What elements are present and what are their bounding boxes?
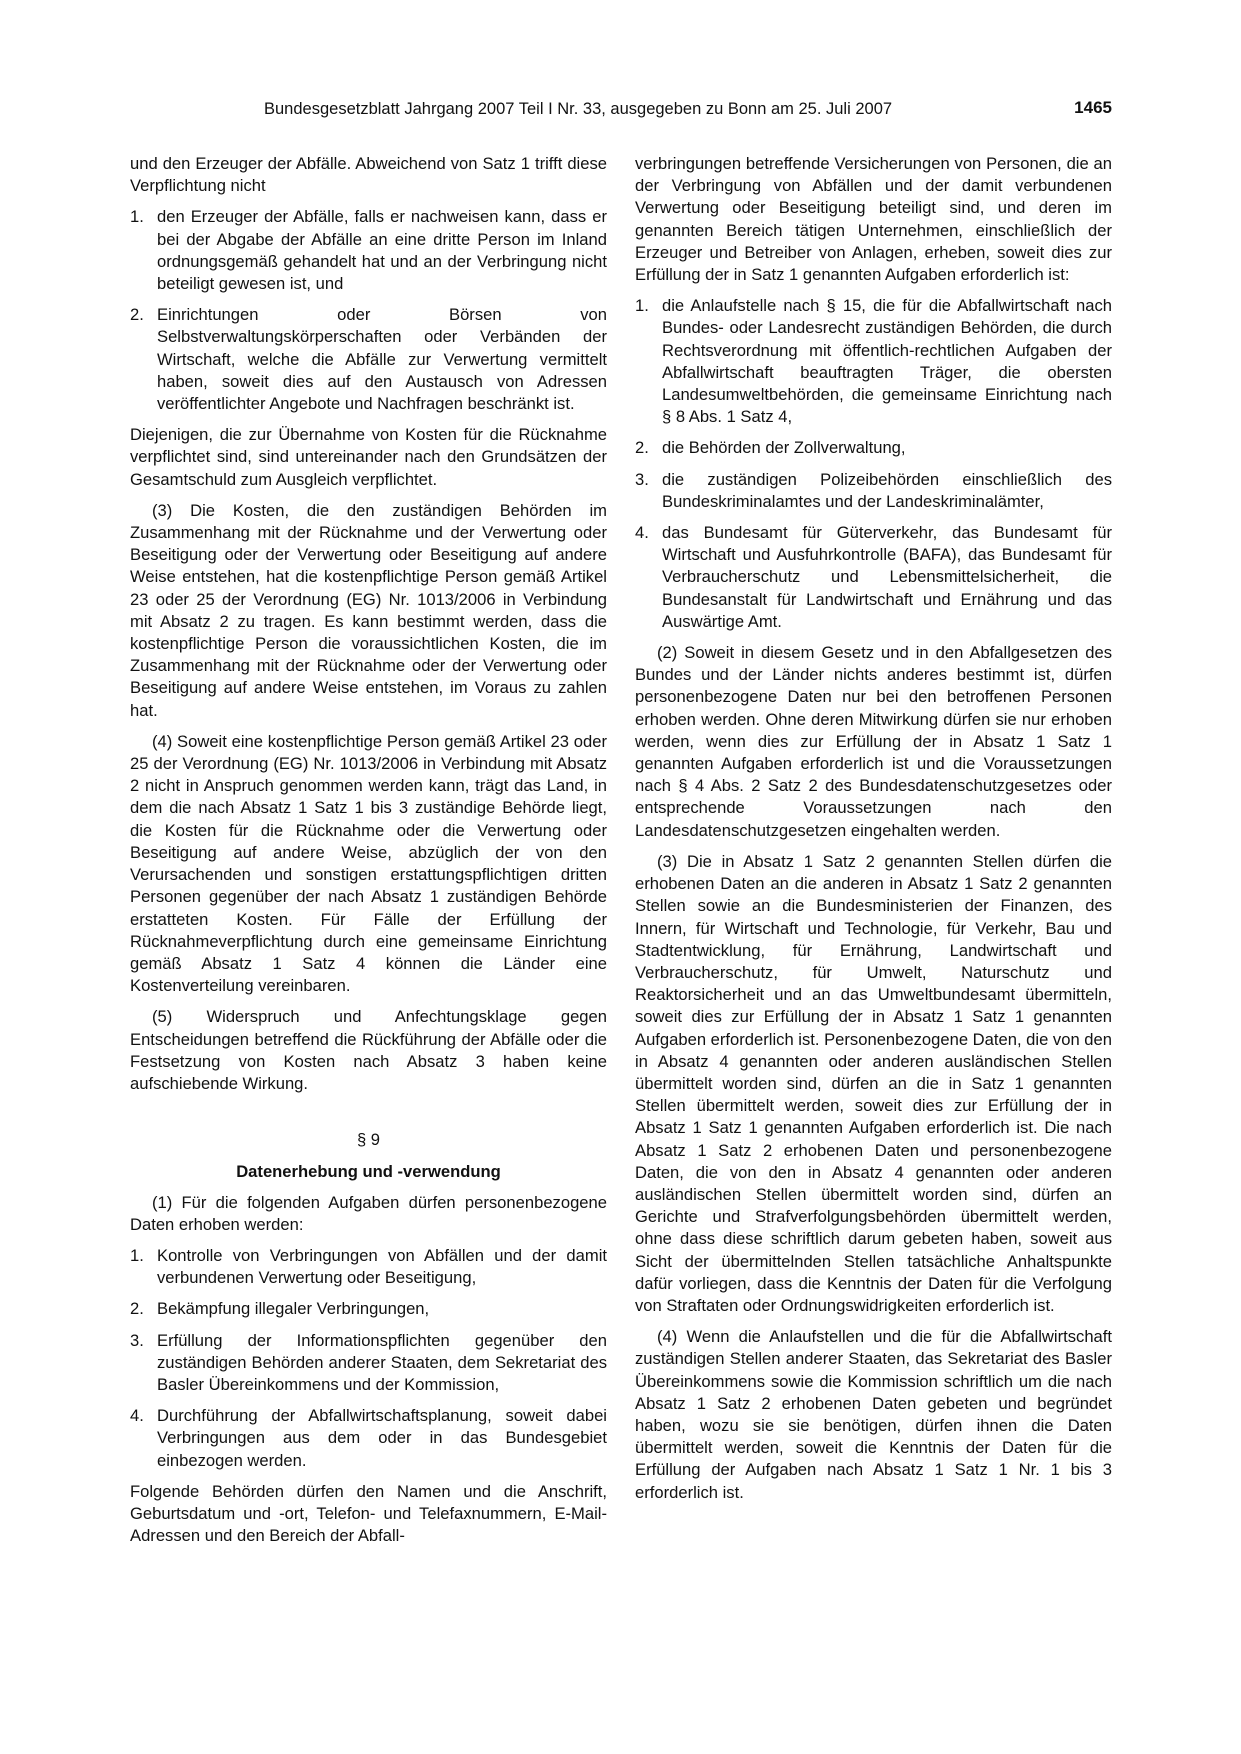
list-item <box>635 437 1112 459</box>
list-number: 2. <box>130 305 144 325</box>
page-header <box>130 100 1112 124</box>
list-number: 4. <box>635 523 649 543</box>
list-number: 2. <box>635 438 649 458</box>
list-text: das Bundesamt für Güterverkehr, das Bundesamt für Wirtschaft und Ausfuhrkontrolle (BAFA), das Bundesamt für Verbraucherschutz und Lebensmittelsicherheit, die Bundesanstalt für Landwirtschaft und Ernährung und das Auswärtige Amt. <box>662 523 1112 631</box>
list-text: Kontrolle von Verbringungen von Abfällen und der damit verbundenen Verwertung oder Beseitigung, <box>157 1245 607 1288</box>
paragraph: (3) Die in Absatz 1 Satz 2 genannten Stellen dürfen die erhobenen Daten an die anderen in Absatz 1 Satz 2 genannten Stellen sowie an die Bundesministerien der Finanzen, des Innern, für Wirtschaft und Technologie, für Verkehr, Bau und Stadtentwicklung, für Ernährung, Landwirtschaft und Verbraucherschutz, für Umwelt, Naturschutz und Reaktorsicherheit und an das Umweltbundesamt übermitteln, soweit dies zur Erfüllung der in Absatz 1 Satz 1 genannten Aufgaben erforderlich ist. Personenbezogene Daten, die von den in Absatz 4 genannten oder anderen ausländischen Stellen übermittelt worden sind, dürfen an die in Satz 1 genannten Stellen übermittelt werden, soweit dies zur Erfüllung der in Absatz 1 Satz 1 genannten Aufgaben erforderlich ist. Die nach Absatz 1 Satz 2 erhobenen Daten und personenbezogene Daten, die von den in Absatz 4 genannten oder anderen ausländischen Stellen übermittelt worden sind, dürfen an Gerichte und Strafverfolgungsbehörden übermittelt werden, ohne dass diese schriftlich darum gebeten haben, soweit aus Sicht der übermittelnden Stellen tatsächliche Anhaltspunkte dafür vorliegen, dass die Kenntnis der Daten für die Verfolgung von Straftaten oder Ordnungswidrigkeiten erforderlich ist. <box>635 851 1112 1315</box>
list-number: 3. <box>130 1330 144 1350</box>
paragraph: (4) Soweit eine kostenpflichtige Person gemäß Artikel 23 oder 25 der Verordnung (EG) Nr. 1013/2006 in Verbindung mit Absatz 2 nicht in Anspruch genommen werden kann, trägt das Land, in dem die nach Absatz 1 Satz 1 bis 3 zuständige Behörde liegt, die Kosten für die Rücknahme oder die Verwertung oder Beseitigung auf andere Weise, abzüglich der von den Verursachenden und sonstigen erstattungspflichtigen dritten Personen gegenüber der nach Absatz 1 zuständigen Behörde erstatteten Kosten. Für Fälle der Erfüllung der Rücknahmeverpflichtung durch eine gemeinsame Einrichtung gemäß Absatz 1 Satz 4 können die Länder eine Kostenverteilung vereinbaren. <box>130 731 607 996</box>
list-text: Einrichtungen oder Börsen von Selbstverwaltungskörperschaften oder Verbänden der Wirtschaft, welche die Abfälle zur Verwertung vermittelt haben, soweit dies auf den Austausch von Adressen veröffentlichter Angebote und Nachfragen beschränkt ist. <box>157 305 607 414</box>
list-item <box>130 1298 607 1320</box>
list-item <box>130 206 607 295</box>
list-text: Erfüllung der Informationspflichten gegenüber den zuständigen Behörden anderer Staaten, dem Sekretariat des Basler Übereinkommens und der Kommission, <box>157 1330 607 1394</box>
paragraph: (1) Für die folgenden Aufgaben dürfen personenbezogene Daten erhoben werden: <box>130 1192 607 1234</box>
list-item <box>635 522 1112 633</box>
paragraph: (3) Die Kosten, die den zuständigen Behörden im Zusammenhang mit der Rücknahme und der Verwertung oder Beseitigung oder der Verwertung oder Beseitigung auf andere Weise entstehen, hat die kostenpflichtige Person gemäß Artikel 23 oder 25 der Verordnung (EG) Nr. 1013/2006 in Verbindung mit Absatz 2 zu tragen. Es kann bestimmt werden, dass die kostenpflichtige Person die voraussichtlichen Kosten, die im Zusammenhang mit der Rücknahme oder der Verwertung oder Beseitigung auf andere Weise entstehen, im Voraus zu zahlen hat. <box>130 500 607 720</box>
paragraph: Diejenigen, die zur Übernahme von Kosten für die Rücknahme verpflichtet sind, sind untereinander nach den Grundsätzen der Gesamtschuld zum Ausgleich verpflichtet. <box>130 425 607 489</box>
section-title: Datenerhebung und -verwendung <box>236 1162 501 1182</box>
paragraph: und den Erzeuger der Abfälle. Abweichend von Satz 1 trifft diese Verpflichtung nicht <box>130 154 607 196</box>
list-number: 2. <box>130 1299 144 1319</box>
list-item <box>130 1405 607 1472</box>
paragraph: verbringungen betreffende Versicherungen von Personen, die an der Verbringung von Abfällen und der damit verbundenen Verwertung oder Beseitigung beteiligt sind, und deren im genannten Bereich tätigen Unternehmen, einschließlich der Erzeuger und Betreiber von Anlagen, erheben, soweit dies zur Erfüllung der in Satz 1 genannten Aufgaben erforderlich ist: <box>635 154 1112 285</box>
list-item <box>130 1245 607 1289</box>
paragraph: (4) Wenn die Anlaufstellen und die für die Abfallwirtschaft zuständigen Stellen anderer Staaten, das Sekretariat des Basler Übereinkommens sowie die Kommission schriftlich um die nach Absatz 1 Satz 2 erhobenen Daten gebeten und begründet haben, wozu sie sie benötigen, dürfen ihnen die Daten übermittelt werden, soweit die Kenntnis der Daten für die Erfüllung der Aufgaben nach Absatz 1 Satz 1 Nr. 1 bis 3 erforderlich ist. <box>635 1327 1112 1502</box>
list-number: 1. <box>130 207 144 227</box>
list-item <box>130 304 607 415</box>
list-text: die Behörden der Zollverwaltung, <box>662 438 906 458</box>
list-item <box>130 1330 607 1397</box>
paragraph: Folgende Behörden dürfen den Namen und die Anschrift, Geburtsdatum und -ort, Telefon- und Telefaxnummern, E-Mail-Adressen und den Bereich der Abfall- <box>130 1481 607 1546</box>
list-number: 1. <box>635 296 649 316</box>
page-number: 1465 <box>1074 98 1112 117</box>
numbered-list <box>130 1245 607 1472</box>
numbered-list <box>635 295 1112 633</box>
paragraph: (5) Widerspruch und Anfechtungsklage gegen Entscheidungen betreffend die Rückführung der Abfälle oder die Festsetzung von Kosten nach Absatz 3 haben keine aufschiebende Wirkung. <box>130 1007 607 1093</box>
list-text: die Anlaufstelle nach § 15, die für die Abfallwirtschaft nach Bundes- oder Landesrecht zuständigen Behörden, die durch Rechtsverordnung mit öffentlich-rechtlichen Aufgaben der Abfallwirtschaft beauftragten Träger, die obersten Landesumweltbehörden, die gemeinsame Einrichtung nach § 8 Abs. 1 Satz 4, <box>662 296 1112 427</box>
list-text: Durchführung der Abfallwirtschaftsplanung, soweit dabei Verbringungen aus dem oder in das Bundesgebiet einbezogen werden. <box>157 1406 607 1470</box>
list-item <box>635 469 1112 513</box>
list-item <box>635 295 1112 428</box>
list-text: Bekämpfung illegaler Verbringungen, <box>157 1299 430 1319</box>
list-number: 1. <box>130 1245 144 1265</box>
list-number: 4. <box>130 1406 144 1426</box>
numbered-list <box>130 206 607 415</box>
left-column <box>130 153 607 1556</box>
paragraph: (2) Soweit in diesem Gesetz und in den Abfallgesetzen des Bundes und der Länder nichts anderes bestimmt ist, dürfen personenbezogene Daten nur bei den betroffenen Personen erhoben werden. Ohne deren Mitwirkung dürfen sie nur erhoben werden, wenn dies zur Erfüllung der in Absatz 1 Satz 1 genannten Aufgaben erforderlich ist und die Voraussetzungen nach § 4 Abs. 2 Satz 2 des Bundesdatenschutzgesetzes oder entsprechende Voraussetzungen nach den Landesdatenschutzgesetzen eingehalten werden. <box>635 643 1112 840</box>
running-head: Bundesgesetzblatt Jahrgang 2007 Teil I Nr. 33, ausgegeben zu Bonn am 25. Juli 2007 <box>264 100 893 118</box>
right-column <box>635 153 1112 1513</box>
section-number: § 9 <box>356 1130 381 1150</box>
list-text: den Erzeuger der Abfälle, falls er nachweisen kann, dass er bei der Abgabe der Abfälle an eine dritte Person im Inland ordnungsgemäß gehandelt hat und an der Verbringung nicht beteiligt gewesen ist, und <box>157 207 607 294</box>
list-number: 3. <box>635 469 649 489</box>
list-text: die zuständigen Polizeibehörden einschließlich des Bundeskriminalamtes und der Landeskriminalämter, <box>662 469 1112 511</box>
